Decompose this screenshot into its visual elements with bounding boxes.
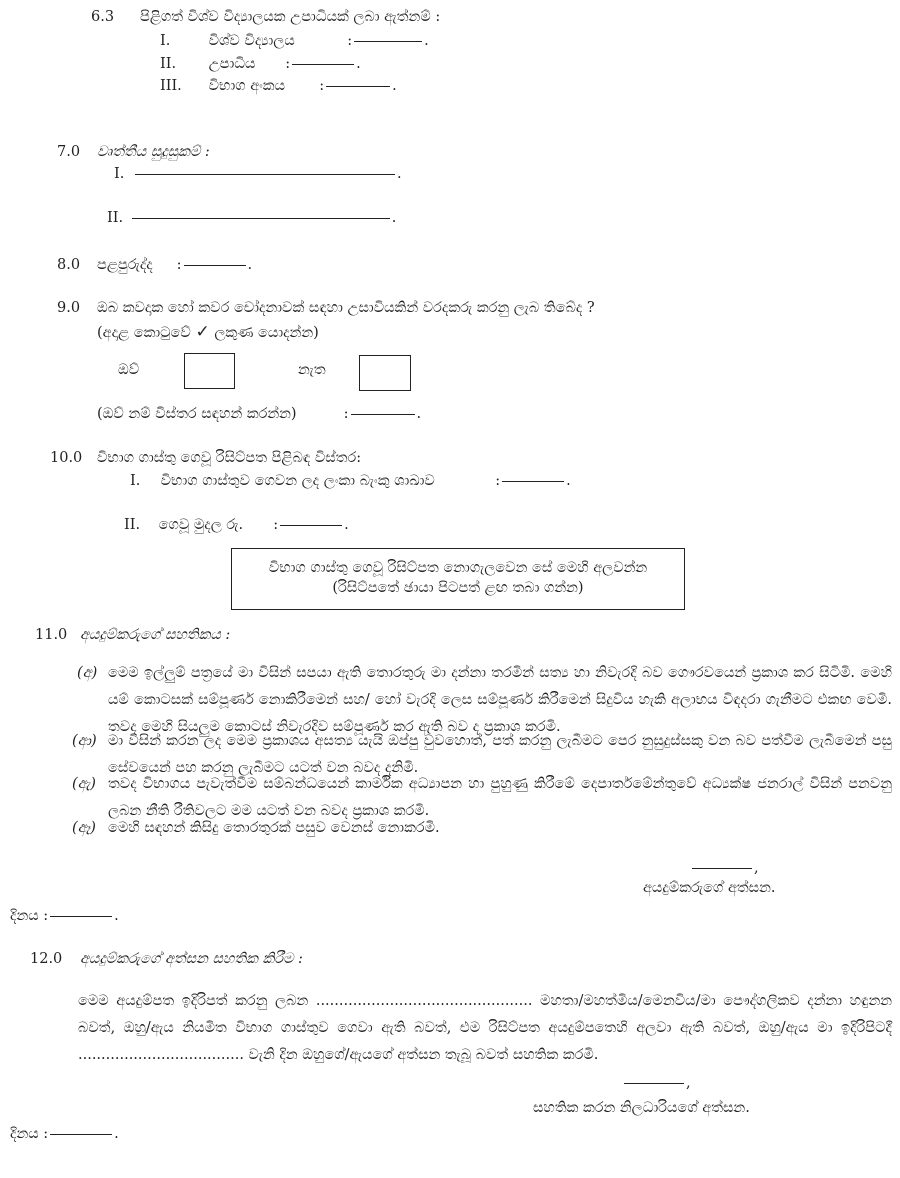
item-marker-a: (අ) <box>77 665 98 681</box>
receipt-box-line-1: විභාග ගාස්තු ගෙවූ රිසිට්පත නොගැලවෙන සේ මෙහි අලවන්න <box>268 560 648 576</box>
qualification-line-2[interactable] <box>132 218 390 219</box>
university-label: විශ්ව විද්‍යාලය <box>208 33 295 49</box>
applicant-signature-label: අයදුම්කරුගේ අත්සන. <box>643 880 776 896</box>
declaration-aa: මා විසින් කරන ලද මෙම ප්‍රකාශය අසත්‍ය යැයි ඔප්පු වුවහොත්, පත් කරනු ලැබීමට පෙර නුසුදුස්සකු වන බව පත්වීම ලැබීමෙන් පසු සේවයෙන් පහ කරනු ලැබීමට යටත් වන බවද දනිමි. <box>108 733 892 776</box>
applicant-signature-line[interactable]: , <box>690 860 759 877</box>
experience-label: පළපුරුද්ද <box>97 257 153 273</box>
section-12-number: 12.0 <box>30 951 63 967</box>
details-label: (ඔව් නම් විස්තර සඳහන් කරන්න) <box>97 406 297 422</box>
s70-row-1: I. . <box>114 166 402 182</box>
section-7-title: වෘත්තීය සුදුසුකම් : <box>97 144 210 160</box>
item-marker-aa: (ආ) <box>72 733 97 749</box>
s100-row-branch: I. විභාග ගාස්තුව ගෙවන ලද ලංකා බැංකු ශාඛාව : . <box>130 473 571 489</box>
s70-row-2: II. . <box>107 210 397 226</box>
section-7-number: 7.0 <box>57 144 81 160</box>
section-12-title: අයදුම්කරුගේ අත්සන සහතික කිරීම : <box>80 951 303 967</box>
declaration-ae: තවද විභාගය පැවැත්වීම සම්බන්ධයෙන් කාර්මික අධ්‍යාපන හා පුහුණු කිරීමේ දෙපාර්තමේන්තුවේ අධ්‍යක්ෂ ජනරාල් විසින් පනවනු ලබන නීති රීතිවලට මම යටත් වන බවද ප්‍රකාශ කරමි. <box>108 776 892 819</box>
item-marker-ae: (ඇ) <box>72 776 96 792</box>
receipt-box-line-2: (රිසිට්පතේ ඡායා පිටපත් ළඟ තබා ගන්න) <box>332 580 584 596</box>
conviction-question: ඔබ කවදාක හෝ කවර චෝදනාවක් සඳහා උසාවියකින් වරදකරු කරනු ලැබ තිබේද ? <box>97 300 595 316</box>
officer-date-row: දිනය : . <box>10 1126 119 1142</box>
bank-branch-fill-line[interactable] <box>502 481 564 482</box>
s80-row: පළපුරුද්ද : . <box>97 257 253 273</box>
amount-label: ගෙවූ මුදල රු. <box>158 517 244 533</box>
section-10-number: 10.0 <box>50 450 83 466</box>
section-11-title: අයදුම්කරුගේ සහතිකය : <box>80 627 231 643</box>
receipt-paste-box <box>231 548 685 610</box>
officer-date-fill-line[interactable] <box>50 1134 112 1135</box>
yes-checkbox[interactable] <box>184 353 235 389</box>
section-9-number: 9.0 <box>57 300 81 316</box>
roman-numeral: II. <box>160 56 177 72</box>
certification-paragraph: මෙම අයදුම්පත ඉදිරිපත් කරනු ලබන ............................................... මහතා/මහත්මිය/මෙනවිය/මා පෞද්ගලිකව දන්නා හඳුනන බවත්, ඔහු/ඇය නියමිත විභාග ගාස්තුව ගෙවා ඇති බවත්, එම රිසිට්පත අයදුම්පතෙහි අලවා ඇති බවත්, ඔහු/ඇය මා ඉදිරිපිටදී .................................... වැනි දින ඔහුගේ/ඇයගේ අත්සන තැබූ බවත් සහතික කරමි. <box>78 993 892 1063</box>
bank-branch-label: විභාග ගාස්තුව ගෙවන ලද ලංකා බැංකු ශාඛාව <box>160 473 435 489</box>
exam-number-label: විභාග අංකය <box>208 78 286 94</box>
officer-signature-line[interactable]: , <box>622 1075 691 1092</box>
no-label: නැත <box>298 362 326 378</box>
s63-row-university: I. විශ්ව විද්‍යාලය : . <box>160 33 429 49</box>
date-label: දිනය : <box>10 1126 49 1142</box>
s100-row-amount: II. ගෙවූ මුදල රු. : . <box>124 517 349 533</box>
degree-label: උපාධිය <box>208 56 256 72</box>
yes-label: ඔව් <box>118 362 140 378</box>
section-6-3-title: පිළිගත් විශ්ව විද්‍යාලයක උපාධියක් ලබා ඇත්නම් : <box>140 9 441 25</box>
declaration-a: මෙම ඉල්ලුම් පත්‍රයේ මා විසින් සපයා ඇති තොරතුරු මා දන්නා තරමින් සත්‍ය හා නිවැරදි බව ගෞරවයෙන් ප්‍රකාශ කර සිටිමි. මෙහි යම් කොටසක් සම්පූර්ණ නොකිරීමෙන් සහ/ හෝ වැරදි ලෙස සම්පූර්ණ කිරීමෙන් සිදුවිය හැකි අලාභය විඳදරා ගැනීමට එකඟ වෙමි. තවද මෙහි සියලුම කොටස් නිවැරදිව සම්පූර්ණ කර ඇති බව ද ප්‍රකාශ කරමි. <box>108 665 892 735</box>
section-6-3-number: 6.3 <box>91 9 115 25</box>
roman-numeral: I. <box>160 33 171 49</box>
s63-row-degree: II. උපාධිය : . <box>160 56 361 72</box>
qualification-line-1[interactable] <box>135 174 395 175</box>
exam-number-fill-line[interactable] <box>326 86 390 87</box>
no-checkbox[interactable] <box>359 355 411 391</box>
university-fill-line[interactable] <box>354 41 422 42</box>
section-11-number: 11.0 <box>35 627 68 643</box>
section-8-number: 8.0 <box>57 257 81 273</box>
applicant-date-fill-line[interactable] <box>50 916 112 917</box>
s63-row-exam-number: III. විභාග අංකය : . <box>160 78 397 94</box>
s90-details-row: (ඔව් නම් විස්තර සඳහන් කරන්න) : . <box>97 406 422 422</box>
experience-fill-line[interactable] <box>184 265 246 266</box>
applicant-date-row: දිනය : . <box>10 908 119 924</box>
degree-fill-line[interactable] <box>292 64 354 65</box>
section-10-title: විභාග ගාස්තු ගෙවූ රිසිට්පත පිළිබඳ විස්තර: <box>97 450 362 466</box>
tick-instruction: (අදාළ කොටුවේ ✓ ලකුණ යොදන්න) <box>97 322 319 342</box>
amount-fill-line[interactable] <box>280 525 342 526</box>
item-marker-aae: (ඈ) <box>72 820 96 836</box>
roman-numeral: III. <box>160 78 182 94</box>
date-label: දිනය : <box>10 908 49 924</box>
tick-icon: ✓ <box>195 322 210 342</box>
officer-signature-label: සහතික කරන නිලධාරියගේ අත්සන. <box>533 1100 750 1116</box>
details-fill-line[interactable] <box>351 414 415 415</box>
declaration-aae: මෙහි සඳහන් කිසිදු තොරතුරක් පසුව වෙනස් නොකරමි. <box>108 820 440 836</box>
